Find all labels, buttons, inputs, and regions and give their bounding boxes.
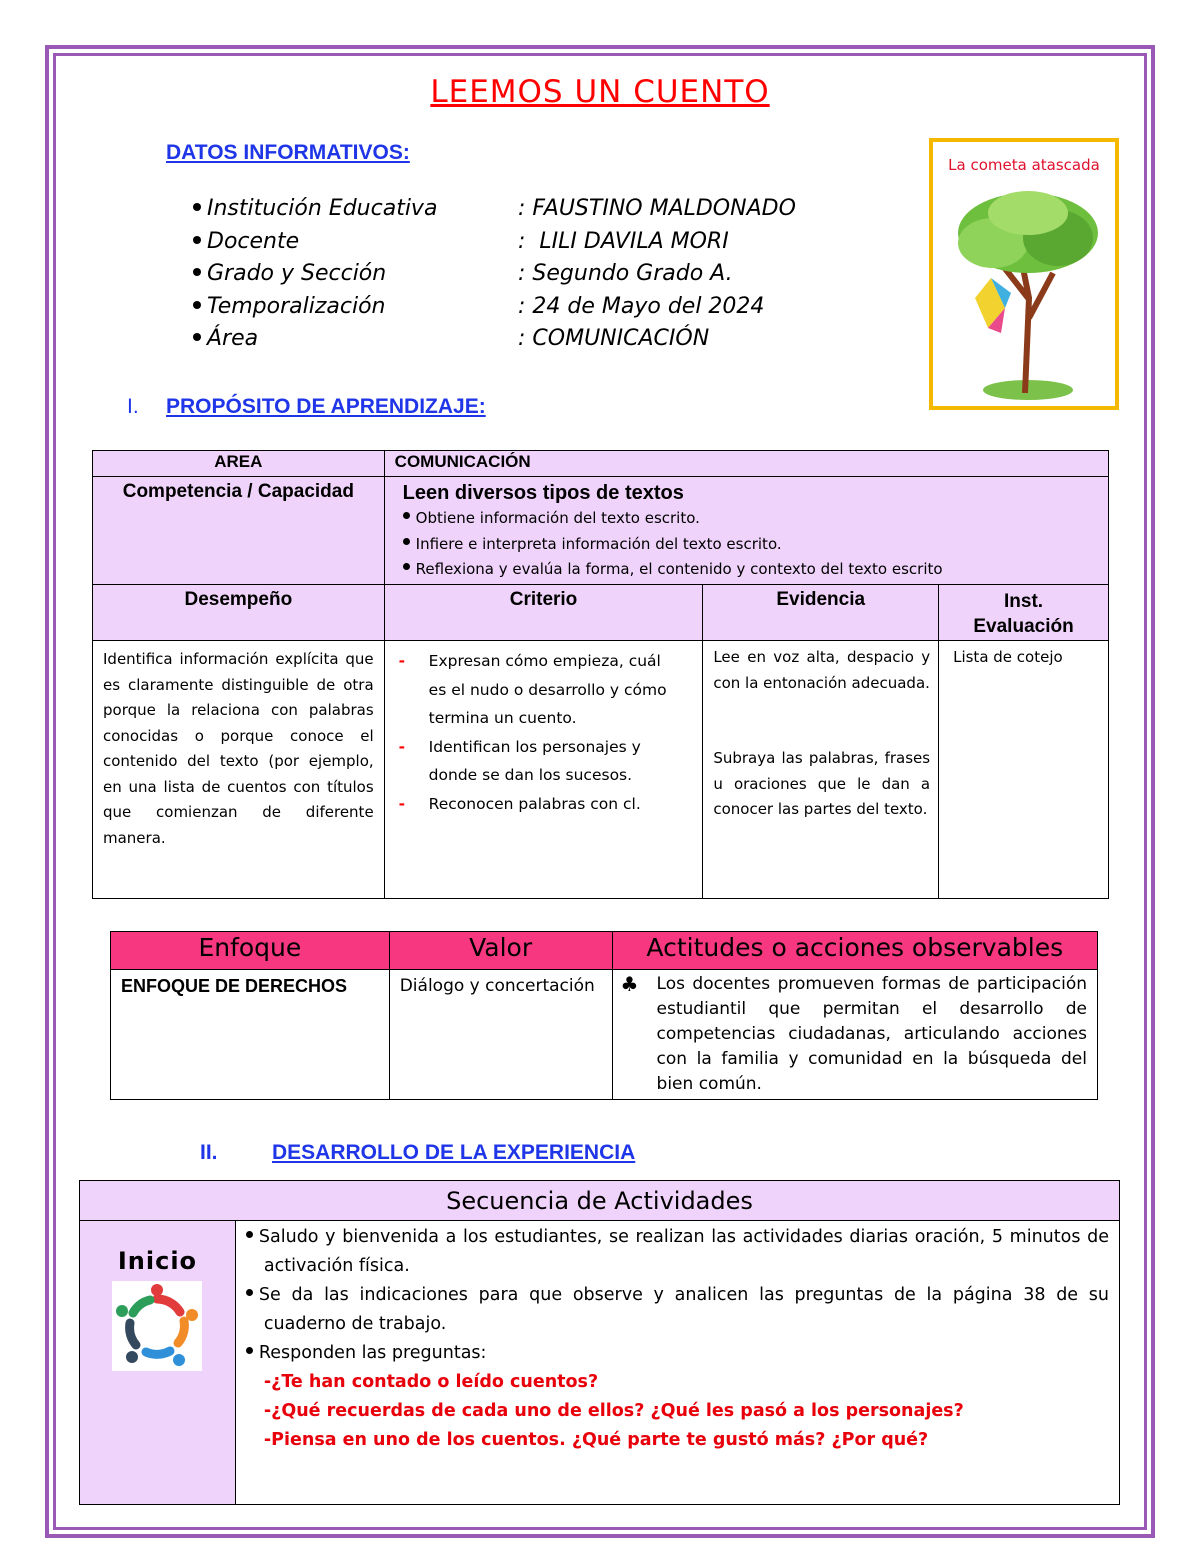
capacidad-item: Infiere e interpreta información del texto escrito. [403, 532, 1107, 558]
competencia-label: Competencia / Capacidad [93, 477, 385, 585]
secuencia-header: Secuencia de Actividades [80, 1181, 1120, 1221]
competencia-cell [384, 477, 1108, 585]
criterio-item: - Expresan cómo empieza, cuál es el nudo o desarrollo y cómo termina un cuento. [398, 652, 667, 727]
book-title: La cometa atascada [948, 156, 1100, 174]
info-value: : LILI DAVILA MORI [518, 228, 729, 254]
enfoque-header: Enfoque [111, 932, 390, 970]
pregunta-item: -¿Te han contado o leído cuentos? [263, 1372, 599, 1392]
info-label: Docente [207, 228, 300, 254]
team-circle-icon [112, 1281, 202, 1371]
tree-illustration [933, 178, 1115, 408]
info-value: : Segundo Grado A. [518, 261, 733, 286]
bullet-icon [193, 333, 201, 341]
inst-evaluacion-header: Inst. Evaluación [939, 585, 1109, 641]
desempeno-header: Desempeño [93, 585, 385, 641]
actitud-text: Los docentes promueven formas de participación estudiantil que permitan el desarrollo de competencias ciudadanas, articulando acciones con la familia y comunidad en la búsqueda del bien común. [656, 974, 1087, 1094]
actividades-cell [235, 1221, 1119, 1505]
bullet-icon [246, 1289, 253, 1296]
info-label: Institución Educativa [207, 196, 438, 221]
actividad-item: Se da las indicaciones para que observe y analicen las preguntas de la página 38 de su cuaderno de trabajo. [246, 1281, 1109, 1339]
info-label: Temporalización [207, 293, 386, 319]
bullet-icon [193, 301, 201, 309]
enfoque-value: ENFOQUE DE DERECHOS [111, 970, 390, 1100]
fase-label: Inicio [117, 1247, 198, 1275]
enfoque-table [110, 931, 1098, 1100]
evidencia-header: Evidencia [703, 585, 939, 641]
area-value: COMUNICACIÓN [384, 451, 1108, 477]
bullet-icon [193, 268, 201, 276]
info-row [193, 258, 796, 291]
evidencia-cell [703, 641, 939, 899]
criterios-cell [384, 641, 703, 899]
instrumento-cell: Lista de cotejo [939, 641, 1109, 899]
info-row [193, 291, 796, 324]
learning-purpose-table [92, 450, 1109, 899]
club-bullet-icon: ♣ [620, 972, 639, 996]
actividad-item: Responden las preguntas: [246, 1339, 1109, 1368]
info-label: Área [207, 326, 259, 351]
info-row [193, 193, 796, 226]
competencia-title: Leen diversos tipos de textos [402, 482, 684, 504]
capacidad-item: Reflexiona y evalúa la forma, el contenido y contexto del texto escrito [403, 557, 1107, 583]
bullet-icon [246, 1231, 253, 1238]
info-value: : FAUSTINO MALDONADO [518, 196, 796, 221]
capacidad-item: Obtiene información del texto escrito. [403, 506, 1107, 532]
bullet-icon [246, 1347, 253, 1354]
datos-heading: DATOS INFORMATIVOS: [166, 141, 410, 164]
actitudes-header: Actitudes o acciones observables [612, 932, 1097, 970]
valor-header: Valor [389, 932, 612, 970]
info-label: Grado y Sección [207, 261, 387, 286]
criterio-header: Criterio [384, 585, 703, 641]
section-numeral-1: I. [127, 395, 139, 418]
pregunta-item: -¿Qué recuerdas de cada uno de ellos? ¿Qué les pasó a los personajes? [263, 1401, 964, 1421]
datos-informativos [193, 193, 796, 356]
bullet-icon [403, 512, 410, 519]
info-row [193, 323, 796, 356]
pregunta-item: -Piensa en uno de los cuentos. ¿Qué parte te gustó más? ¿Por qué? [263, 1430, 929, 1450]
info-value: : 24 de Mayo del 2024 [518, 293, 765, 319]
desarrollo-heading: DESARROLLO DE LA EXPERIENCIA [272, 1141, 636, 1164]
valor-value: Diálogo y concertación [389, 970, 612, 1100]
document-title: LEEMOS UN CUENTO [430, 74, 770, 110]
proposito-heading: PROPÓSITO DE APRENDIZAJE: [166, 395, 486, 418]
bullet-icon [403, 563, 410, 570]
criterio-item: - Reconocen palabras con cl. [398, 794, 641, 813]
secuencia-table [79, 1180, 1120, 1505]
evidencia-1: Lee en voz alta, despacio y con la entonación adecuada. [713, 648, 931, 692]
desempeno-text: Identifica información explícita que es claramente distinguible de otra porque la relaciona con palabras conocidas o porque conoce el contenido del texto (por ejemplo, en una lista de cuentos con títulos que comienzan de diferente manera. [93, 641, 385, 899]
evidencia-2: Subraya las palabras, frases u oraciones que le dan a conocer las partes del texto. [713, 749, 931, 818]
actividad-item: Saludo y bienvenida a los estudiantes, se realizan las actividades diarias oración, 5 minutos de activación física. [246, 1223, 1109, 1281]
bullet-icon [193, 236, 201, 244]
info-value: : COMUNICACIÓN [518, 326, 710, 351]
section-numeral-2: II. [200, 1141, 218, 1164]
book-cover-image [929, 138, 1119, 410]
bullet-icon [193, 203, 201, 211]
inicio-cell [80, 1221, 236, 1505]
actitud-cell [612, 970, 1097, 1100]
criterio-item: - Identifican los personajes y donde se dan los sucesos. [398, 737, 641, 784]
bullet-icon [403, 538, 410, 545]
info-row [193, 226, 796, 259]
area-label: AREA [93, 451, 385, 477]
